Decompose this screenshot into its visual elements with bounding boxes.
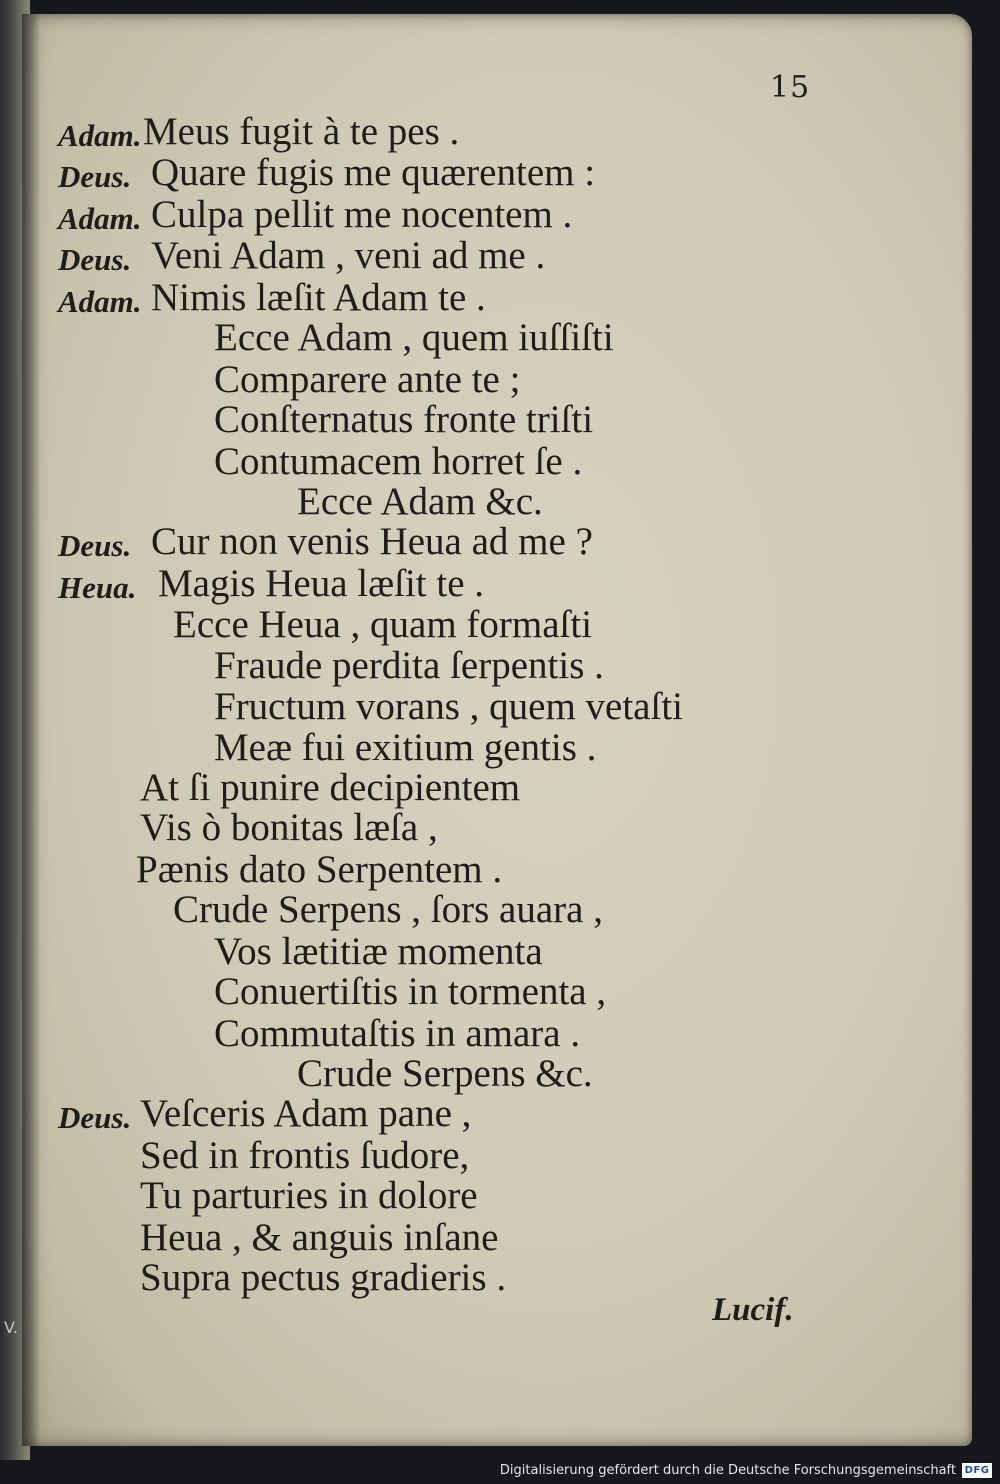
- verse-line: Fructum vorans , quem vetaſti: [214, 685, 683, 728]
- verse-line: Veſceris Adam pane ,: [140, 1092, 472, 1135]
- verse-line: Fraude perdita ſerpentis .: [214, 644, 604, 687]
- verse-line: Nimis læſit Adam te .: [151, 276, 486, 319]
- verse-line: Meus fugit à te pes .: [143, 110, 460, 153]
- page-edge-shadow: [22, 14, 40, 1446]
- verse-line: Crude Serpens , ſors auara ,: [173, 888, 603, 931]
- footer-credit: Digitalisierung gefördert durch die Deutsche Forschungsgemeinschaft: [499, 1463, 956, 1478]
- verse-line: Quare fugis me quærentem :: [151, 151, 596, 194]
- verse-line: Cur non venis Heua ad me ?: [151, 520, 593, 563]
- speaker-label: Deus.: [58, 242, 132, 277]
- verse-line: Crude Serpens &c.: [297, 1052, 593, 1095]
- verse-line: Culpa pellit me nocentem .: [151, 193, 573, 236]
- verse-line: Contumacem horret ſe .: [214, 440, 583, 483]
- verse-line: Vos lætitiæ momenta: [214, 930, 543, 973]
- verse-line: Ecce Heua , quam formaſti: [173, 603, 593, 646]
- verse-line: Ecce Adam , quem iuſſiſti: [214, 316, 614, 359]
- speaker-label: Deus.: [58, 1100, 132, 1135]
- speaker-label: Deus.: [58, 528, 132, 563]
- speaker-label: Heua.: [58, 570, 137, 605]
- verse-line: At ſi punire decipientem: [140, 766, 521, 809]
- speaker-label: Adam.: [58, 118, 142, 153]
- verse-line: Conſternatus fronte triſti: [214, 398, 594, 441]
- page-number: 15: [770, 70, 811, 105]
- catchword: Lucif.: [712, 1292, 794, 1328]
- verse-line: Heua , & anguis inſane: [140, 1216, 499, 1259]
- verse-line: Commutaſtis in amara .: [214, 1012, 581, 1055]
- verse-line: Veni Adam , veni ad me .: [151, 234, 546, 277]
- verse-line: Conuertiſtis in tormenta ,: [214, 970, 607, 1013]
- verse-line: Comparere ante te ;: [214, 358, 521, 401]
- verse-line: Magis Heua læſit te .: [158, 562, 485, 605]
- verse-line: Sed in frontis ſudore,: [140, 1134, 470, 1177]
- verse-line: Pænis dato Serpentem .: [136, 848, 503, 891]
- margin-mark: V.: [4, 1318, 18, 1337]
- speaker-label: Adam.: [58, 201, 142, 236]
- verse-line: Vis ò bonitas læſa ,: [140, 806, 438, 849]
- verse-line: Ecce Adam &c.: [297, 480, 543, 523]
- speaker-label: Adam.: [58, 284, 142, 319]
- verse-line: Meæ fui exitium gentis .: [214, 726, 597, 769]
- verse-line: Tu parturies in dolore: [140, 1174, 478, 1217]
- verse-line: Supra pectus gradieris .: [140, 1256, 507, 1299]
- dfg-logo: DFG: [962, 1463, 992, 1478]
- speaker-label: Deus.: [58, 159, 132, 194]
